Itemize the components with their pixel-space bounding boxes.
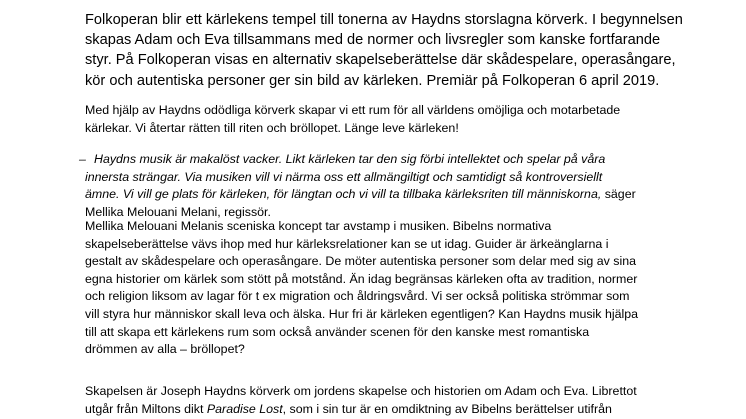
- text-segment: , som i sin tur är en omdiktning av Bibelns berättelser utifrån: [282, 401, 612, 416]
- body-paragraph-5: [85, 383, 665, 418]
- body-paragraph-4: [85, 218, 665, 359]
- quote-text: Haydns musik är makalöst vacker. Likt kärleken tar den sig förbi intellektet och spelar på våra: [94, 152, 606, 166]
- work-title: Paradise Lost: [206, 401, 283, 416]
- text-line: Mellika Melouani Melanis sceniska koncept tar avstamp i musiken. Bibelns normativa: [85, 219, 552, 233]
- text-line: gestalt av skådespelare och operasångare. De möter autentiska personer som delar med sig av sina: [85, 254, 636, 269]
- quote-line: innersta strängar. Via musiken vill vi närma oss ett allmängiltigt och samtidigt så kontroversiellt: [85, 169, 603, 184]
- text-line: skapelseberättelse vävs ihop med hur kärleksrelationer kan se ut idag. Guider är ärkeänglarna i: [85, 236, 609, 251]
- text-line: [85, 401, 665, 419]
- text-line: styr. På Folkoperan visas en alternativ skapelseberättelse där skådespelare, operasångare,: [85, 52, 676, 69]
- text-line: vill styra hur människor skall leva och älska. Hur fri är kärleken egentligen? Kan Haydns musik hjälpa: [85, 306, 639, 321]
- text-line: Med hjälp av Haydns odödliga körverk skapar vi ett rum för all världens omöjliga och motarbetade: [85, 103, 621, 117]
- text-line: egna historier om kärlek som stött på motstånd. Än idag begränsas kärleken ofta av tradition, normer: [85, 271, 638, 286]
- text-line: och religion liksom av lagar för t ex migration och åldringsvård. Vi ser också politiska strömmar som: [85, 289, 630, 304]
- text-line: Folkoperan blir ett kärlekens tempel till tonerna av Haydns storslagna körverk. I begynnelsen: [85, 12, 683, 28]
- intro-paragraph: [85, 10, 683, 91]
- body-paragraph-2: [85, 102, 665, 137]
- quote-attribution: säger: [601, 187, 636, 202]
- text-segment: utgår från Miltons dikt: [85, 401, 207, 416]
- text-line: drömmen av alla – bröllopet?: [85, 342, 245, 357]
- text-line: till att skapa ett kärlekens rum som också använder scenen för den kanske mest romantiska: [85, 324, 590, 339]
- quote-line: [85, 151, 665, 169]
- quote-dash: –: [79, 152, 86, 166]
- quote-paragraph: [79, 151, 665, 221]
- quote-attribution-line: Mellika Melouani Melani, regissör.: [85, 204, 271, 219]
- quote-line: [85, 186, 665, 204]
- text-line: kärlekar. Vi återtar rätten till riten och bröllopet. Länge leve kärleken!: [85, 120, 459, 135]
- text-line: skapas Adam och Eva tillsammans med de normer och livsregler som kanske fortfarande: [85, 32, 661, 49]
- quote-text: ämne. Vi vill ge plats för kärleken, för längtan och vi vill ta tillbaka kärleksriten till människorna,: [85, 187, 602, 202]
- text-line: Skapelsen är Joseph Haydns körverk om jordens skapelse och historien om Adam och Eva. Librettot: [85, 384, 637, 398]
- text-line: kör och autentiska personer ger sin bild av kärleken. Premiär på Folkoperan 6 april 2019.: [85, 72, 660, 89]
